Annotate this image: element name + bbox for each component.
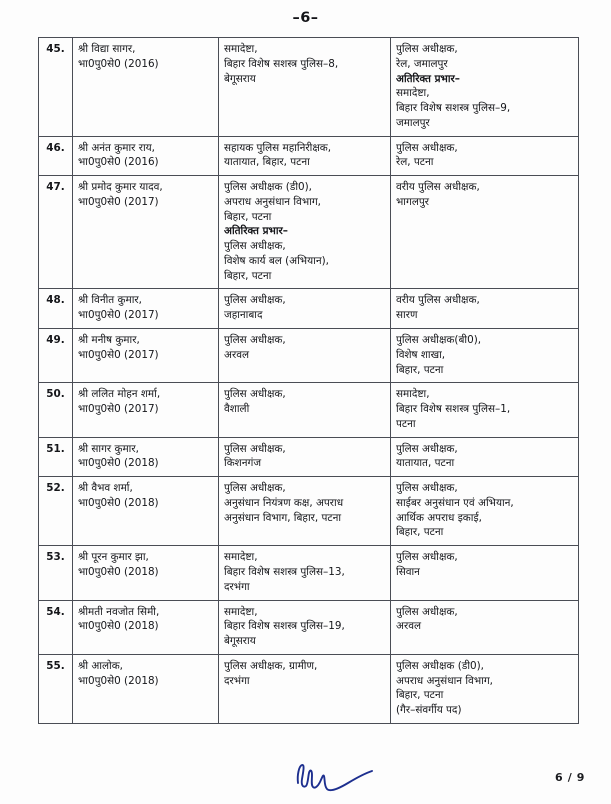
table-row xyxy=(39,329,579,383)
cell-line: पुलिस अधीक्षक, ग्रामीण, xyxy=(224,659,318,672)
table-row xyxy=(39,600,579,654)
present-posting-cell xyxy=(219,477,391,546)
table-row xyxy=(39,546,579,600)
officer-name-cell xyxy=(73,477,219,546)
cell-line: रेल, जमालपुर xyxy=(396,57,448,70)
new-posting-cell xyxy=(391,546,579,600)
cell-line: भा0पु0से0 (2016) xyxy=(78,156,159,169)
officer-name-cell xyxy=(73,383,219,437)
cell-line: श्री सागर कुमार, xyxy=(78,442,139,455)
cell-line: पुलिस अधीक्षक (डी0), xyxy=(224,181,312,194)
new-posting-cell xyxy=(391,437,579,477)
cell-line: विशेष शाखा, xyxy=(396,348,446,361)
cell-line: दरभंगा xyxy=(224,674,250,687)
cell-line: भा0पु0से0 (2018) xyxy=(78,565,159,578)
cell-line: वरीय पुलिस अधीक्षक, xyxy=(396,181,480,194)
serial-number: 54. xyxy=(39,600,73,654)
cell-line: सिवान xyxy=(396,565,420,578)
cell-line: पुलिस अधीक्षक, xyxy=(396,605,458,618)
cell-line: पुलिस अधीक्षक, xyxy=(396,482,458,495)
additional-charge-heading: अतिरिक्त प्रभार– xyxy=(224,225,288,238)
cell-line: पुलिस अधीक्षक, xyxy=(224,482,286,495)
cell-line: बेगूसराय xyxy=(224,635,256,648)
present-posting-cell xyxy=(219,437,391,477)
cell-line: भा0पु0से0 (2017) xyxy=(78,403,159,416)
cell-line: अपराध अनुसंधान विभाग, xyxy=(396,674,493,687)
officer-name-cell xyxy=(73,289,219,329)
cell-line: भा0पु0से0 (2018) xyxy=(78,674,159,687)
cell-line: बिहार, पटना xyxy=(396,689,444,702)
cell-line: भा0पु0से0 (2016) xyxy=(78,57,159,70)
cell-line: अपराध अनुसंधान विभाग, xyxy=(224,195,321,208)
cell-line: श्री विद्या सागर, xyxy=(78,43,136,55)
cell-line: श्री अनंत कुमार राय, xyxy=(78,141,155,154)
table-row xyxy=(39,477,579,546)
table-row xyxy=(39,38,579,137)
cell-line: पुलिस अधीक्षक (डी0), xyxy=(396,659,484,672)
cell-line: किशनगंज xyxy=(224,457,262,470)
officer-name-cell xyxy=(73,654,219,723)
cell-line: भा0पु0से0 (2017) xyxy=(78,195,159,208)
cell-line: रेल, पटना xyxy=(396,156,434,169)
cell-line: दरभंगा xyxy=(224,580,250,593)
cell-line: श्री वैभव शर्मा, xyxy=(78,482,133,495)
cell-line: समादेष्टा, xyxy=(224,43,258,55)
roster-table-container xyxy=(38,37,578,724)
cell-line: श्री पूरन कुमार झा, xyxy=(78,551,149,564)
cell-line: पुलिस अधीक्षक, xyxy=(224,388,286,401)
cell-line: बिहार विशेष सशस्त्र पुलिस–9, xyxy=(396,102,511,115)
cell-line: यातायात, बिहार, पटना xyxy=(224,156,310,169)
officer-name-cell xyxy=(73,176,219,289)
cell-line: वरीय पुलिस अधीक्षक, xyxy=(396,294,480,307)
cell-line: श्री ललित मोहन शर्मा, xyxy=(78,388,161,401)
new-posting-cell xyxy=(391,383,579,437)
cell-line: पुलिस अधीक्षक, xyxy=(396,141,458,154)
cell-line: पुलिस अधीक्षक, xyxy=(224,294,286,307)
cell-line: बिहार, पटना xyxy=(396,526,444,539)
cell-line: भा0पु0से0 (2017) xyxy=(78,309,159,322)
serial-number: 50. xyxy=(39,383,73,437)
present-posting-cell xyxy=(219,546,391,600)
cell-line: समादेष्टा, xyxy=(224,605,258,618)
serial-number: 47. xyxy=(39,176,73,289)
serial-number: 48. xyxy=(39,289,73,329)
cell-line: अनुसंधान नियंत्रण कक्ष, अपराध xyxy=(224,496,344,509)
officer-name-cell xyxy=(73,136,219,176)
cell-line: पुलिस अधीक्षक(बी0), xyxy=(396,334,482,347)
cell-line: वैशाली xyxy=(224,403,250,416)
cell-line: पुलिस अधीक्षक, xyxy=(224,240,286,253)
cell-line: जहानाबाद xyxy=(224,309,263,322)
cell-line: आर्थिक अपराध इकाई, xyxy=(396,511,482,524)
cell-line: विशेष कार्य बल (अभियान), xyxy=(224,254,329,267)
cell-line: समादेष्टा, xyxy=(224,551,258,564)
cell-line: भा0पु0से0 (2018) xyxy=(78,620,159,633)
additional-charge-heading: अतिरिक्त प्रभार– xyxy=(396,72,460,85)
roster-table xyxy=(38,37,579,724)
serial-number: 45. xyxy=(39,38,73,137)
new-posting-cell xyxy=(391,38,579,137)
officer-name-cell xyxy=(73,437,219,477)
officer-name-cell xyxy=(73,600,219,654)
serial-number: 55. xyxy=(39,654,73,723)
cell-line: बिहार, पटना xyxy=(396,363,444,376)
cell-line: सहायक पुलिस महानिरीक्षक, xyxy=(224,141,332,154)
cell-line: समादेष्टा, xyxy=(396,388,430,401)
cell-line: बिहार विशेष सशस्त्र पुलिस–8, xyxy=(224,57,339,70)
cell-line: बिहार विशेष सशस्त्र पुलिस–1, xyxy=(396,403,511,416)
cell-line: पुलिस अधीक्षक, xyxy=(396,442,458,455)
cell-line: बेगूसराय xyxy=(224,72,256,85)
page-marker: –6– xyxy=(292,10,319,26)
officer-name-cell xyxy=(73,546,219,600)
serial-number: 46. xyxy=(39,136,73,176)
new-posting-cell xyxy=(391,654,579,723)
page-count: 6 / 9 xyxy=(555,771,585,784)
cell-line: पुलिस अधीक्षक, xyxy=(224,442,286,455)
officer-name-cell xyxy=(73,329,219,383)
cell-line: साईबर अनुसंधान एवं अभियान, xyxy=(396,496,514,509)
cell-line: भागलपुर xyxy=(396,195,430,208)
cell-line: पुलिस अधीक्षक, xyxy=(224,334,286,347)
serial-number: 52. xyxy=(39,477,73,546)
cell-line: श्रीमती नवजोत सिमी, xyxy=(78,605,160,618)
table-row xyxy=(39,289,579,329)
cell-line: सारण xyxy=(396,309,418,322)
present-posting-cell xyxy=(219,136,391,176)
table-row xyxy=(39,176,579,289)
cell-line: बिहार विशेष सशस्त्र पुलिस–19, xyxy=(224,620,345,633)
present-posting-cell xyxy=(219,38,391,137)
table-row xyxy=(39,136,579,176)
cell-line: समादेष्टा, xyxy=(396,87,430,100)
new-posting-cell xyxy=(391,289,579,329)
cell-line: बिहार विशेष सशस्त्र पुलिस–13, xyxy=(224,565,345,578)
cell-line: (गैर–संवर्गीय पद) xyxy=(396,704,462,717)
cell-line: अरवल xyxy=(396,620,422,633)
cell-line: भा0पु0से0 (2018) xyxy=(78,496,159,509)
present-posting-cell xyxy=(219,383,391,437)
serial-number: 53. xyxy=(39,546,73,600)
cell-line: पुलिस अधीक्षक, xyxy=(396,43,458,55)
cell-line: अरवल xyxy=(224,348,250,361)
cell-line: अनुसंधान विभाग, बिहार, पटना xyxy=(224,511,342,524)
handwritten-signature xyxy=(282,757,378,797)
new-posting-cell xyxy=(391,329,579,383)
cell-line: बिहार, पटना xyxy=(224,210,272,223)
cell-line: यातायात, पटना xyxy=(396,457,455,470)
serial-number: 49. xyxy=(39,329,73,383)
cell-line: श्री प्रमोद कुमार यादव, xyxy=(78,181,163,194)
new-posting-cell xyxy=(391,136,579,176)
new-posting-cell xyxy=(391,477,579,546)
cell-line: पटना xyxy=(396,417,416,430)
table-row xyxy=(39,383,579,437)
table-row xyxy=(39,654,579,723)
present-posting-cell xyxy=(219,329,391,383)
officer-name-cell xyxy=(73,38,219,137)
present-posting-cell xyxy=(219,176,391,289)
cell-line: जमालपुर xyxy=(396,116,430,129)
cell-line: भा0पु0से0 (2017) xyxy=(78,348,159,361)
present-posting-cell xyxy=(219,654,391,723)
cell-line: श्री आलोक, xyxy=(78,659,123,672)
cell-line: बिहार, पटना xyxy=(224,269,272,282)
serial-number: 51. xyxy=(39,437,73,477)
table-row xyxy=(39,437,579,477)
present-posting-cell xyxy=(219,289,391,329)
cell-line: पुलिस अधीक्षक, xyxy=(396,551,458,564)
new-posting-cell xyxy=(391,600,579,654)
new-posting-cell xyxy=(391,176,579,289)
cell-line: श्री विनीत कुमार, xyxy=(78,294,142,307)
cell-line: श्री मनीष कुमार, xyxy=(78,334,140,347)
present-posting-cell xyxy=(219,600,391,654)
cell-line: भा0पु0से0 (2018) xyxy=(78,457,159,470)
